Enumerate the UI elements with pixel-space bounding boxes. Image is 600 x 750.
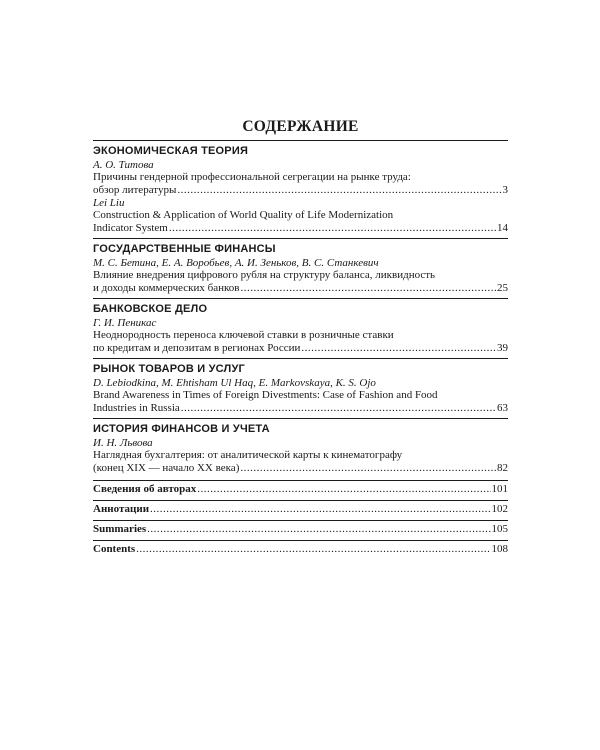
entry-author: D. Lebiodkina, M. Ehtisham Ul Haq, E. Markovskaya, K. S. Ojo bbox=[93, 377, 376, 389]
toc-section bbox=[93, 298, 508, 354]
section-heading: ЭКОНОМИЧЕСКАЯ ТЕОРИЯ bbox=[93, 145, 249, 157]
toc-entry[interactable] bbox=[93, 377, 508, 414]
entry-author: И. Н. Львова bbox=[93, 437, 153, 449]
dot-leader bbox=[150, 503, 490, 516]
entry-page-number: 14 bbox=[497, 221, 508, 234]
entry-title-last-line bbox=[93, 282, 508, 295]
back-matter-item[interactable] bbox=[93, 540, 508, 560]
toc-entry[interactable] bbox=[93, 437, 508, 474]
entry-author: Lei Liu bbox=[93, 197, 125, 209]
entry-title-end: обзор литературы bbox=[93, 183, 177, 196]
entry-page-number: 25 bbox=[497, 281, 508, 294]
dot-leader bbox=[136, 543, 490, 556]
back-matter bbox=[93, 480, 508, 560]
back-matter-page: 108 bbox=[491, 543, 508, 555]
toc-section bbox=[93, 140, 508, 234]
back-matter-label: Summaries bbox=[93, 523, 147, 535]
entry-title-last-line bbox=[93, 342, 508, 355]
entry-title-end: и доходы коммерческих банков bbox=[93, 281, 240, 294]
toc-entry[interactable] bbox=[93, 159, 508, 196]
entry-author: Г. И. Пеникас bbox=[93, 317, 157, 329]
entry-page-number: 82 bbox=[497, 461, 508, 474]
section-heading: БАНКОВСКОЕ ДЕЛО bbox=[93, 303, 208, 315]
section-heading: ИСТОРИЯ ФИНАНСОВ И УЧЕТА bbox=[93, 423, 270, 435]
toc-section bbox=[93, 358, 508, 414]
entry-title-end: Industries in Russia bbox=[93, 401, 180, 414]
entry-title-line: Brand Awareness in Times of Foreign Divestments: Case of Fashion and Food bbox=[93, 389, 438, 401]
dot-leader bbox=[240, 462, 496, 475]
back-matter-item[interactable] bbox=[93, 520, 508, 540]
page-title: СОДЕРЖАНИЕ bbox=[242, 118, 359, 135]
back-matter-page: 105 bbox=[491, 523, 508, 535]
dot-leader bbox=[301, 342, 496, 355]
entry-title-line: Наглядная бухгалтерия: от аналитической карты к кинематографу bbox=[93, 449, 403, 461]
back-matter-label: Аннотации bbox=[93, 503, 150, 515]
dot-leader bbox=[240, 282, 496, 295]
toc-entry[interactable] bbox=[93, 257, 508, 294]
back-matter-page: 101 bbox=[491, 483, 508, 495]
entry-page-number: 63 bbox=[497, 401, 508, 414]
dot-leader bbox=[169, 222, 496, 235]
entry-title-last-line bbox=[93, 222, 508, 235]
entry-title-line: Причины гендерной профессиональной сегрегации на рынке труда: bbox=[93, 171, 411, 183]
entry-title-last-line bbox=[93, 462, 508, 475]
toc-entry[interactable] bbox=[93, 197, 508, 234]
entry-title-end: Indicator System bbox=[93, 221, 168, 234]
entry-page-number: 3 bbox=[502, 183, 508, 196]
entry-title-end: по кредитам и депозитам в регионах России bbox=[93, 341, 301, 354]
section-heading: ГОСУДАРСТВЕННЫЕ ФИНАНСЫ bbox=[93, 243, 276, 255]
back-matter-label: Contents bbox=[93, 543, 136, 555]
entry-page-number: 39 bbox=[497, 341, 508, 354]
entry-title-last-line bbox=[93, 184, 508, 197]
toc-section bbox=[93, 418, 508, 474]
dot-leader bbox=[177, 184, 501, 197]
back-matter-item[interactable] bbox=[93, 480, 508, 500]
toc-entry[interactable] bbox=[93, 317, 508, 354]
entry-title-line: Влияние внедрения цифрового рубля на структуру баланса, ликвидность bbox=[93, 269, 436, 281]
entry-title-line: Неоднородность переноса ключевой ставки в розничные ставки bbox=[93, 329, 394, 341]
back-matter-page: 102 bbox=[491, 503, 508, 515]
entry-title-last-line bbox=[93, 402, 508, 415]
entry-author: М. С. Бетина, Е. А. Воробьев, А. И. Зеньков, В. С. Станкевич bbox=[93, 257, 379, 269]
section-heading: РЫНОК ТОВАРОВ И УСЛУГ bbox=[93, 363, 245, 375]
entry-title-end: (конец XIX — начало XX века) bbox=[93, 461, 240, 474]
table-of-contents bbox=[93, 140, 508, 560]
dot-leader bbox=[147, 523, 490, 536]
back-matter-item[interactable] bbox=[93, 500, 508, 520]
dot-leader bbox=[181, 402, 496, 415]
entry-author: А. О. Титова bbox=[93, 159, 154, 171]
entry-title-line: Construction & Application of World Quality of Life Modernization bbox=[93, 209, 394, 221]
back-matter-label: Сведения об авторах bbox=[93, 483, 197, 495]
dot-leader bbox=[197, 483, 490, 496]
toc-section bbox=[93, 238, 508, 294]
